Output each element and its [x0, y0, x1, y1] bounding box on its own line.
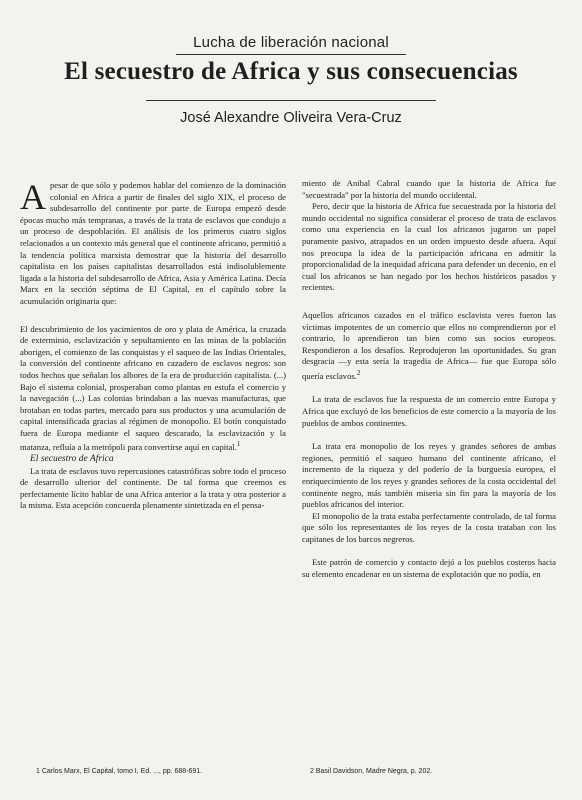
- quote-text: [20, 324, 286, 454]
- quote-body: El descubrimiento de los yacimientos de oro y plata de América, la cruzada de exterminio, esclavización y sepultamiento en las minas de la población aborigen, el comienzo de las conquistas y el saqueo de las Indias Orientales, la conversión del continente africano en cazadero de esclavos negros: son todos hechos que señalan los albores de la era de producción capitalista. (...) Bajo el sistema colonial, prosperaban como plantas en estufa el comercio y la navegación (...) Las colonias brindaban a las nuevas manufacturas, que brotaban en todas partes, mercado para sus productos y una acumulación de capital intensificada gracias al régimen de monopolio. El botín conquistado fuera de Europa mediante el saqueo descarado, la esclavización y la matanza, refluía a la metrópoli para convertirse aquí en capital.: [20, 323, 286, 453]
- right-paragraph-4: La trata era monopolio de los reyes y grandes señores de ambas regiones, permitió el saqueo humano del continente africano, el incremento de la riqueza y del poderío de la burguesía europea, el enriquecimiento de los reyes y grandes señores de la costa occidental del continente negro, más también miseria sin fin para la mayoría de los pueblos africanos del interior.: [302, 441, 556, 510]
- right-paragraph-2: Pero, decir que la historia de Africa fue secuestrada por la historia del mundo occidental no significa considerar el proceso de trata de esclavos como una experiencia en la cual los africanos jugaron un papel puramente pasivo, atrapados en un orden impuesto desde afuera. Aquí nos preocupa la idea de la participación africana en admitir la proporcionalidad de la inequidad africana para defender un decenio, en el cual los africanos se han negado por los hechos históricos pasados y recientes.: [302, 201, 556, 293]
- title-rule: [146, 100, 436, 101]
- drop-cap: A: [20, 177, 46, 217]
- left-column: [20, 177, 286, 512]
- section-kicker: Lucha de liberación nacional: [193, 34, 389, 51]
- footnote-left: 1 Carlos Marx, El Capital, tomo I, Ed. ..., pp. 688-691.: [36, 768, 203, 775]
- left-paragraph-1: [20, 177, 286, 308]
- right-column: [302, 178, 556, 581]
- left-paragraph-1-text: pesar de que sólo y podemos hablar del comienzo de la dominación colonial en Africa a partir de finales del siglo XIX, el proceso de subdesarrollo del continente por parte de Europa empezó desde épocas mucho más tempranas, a través de la trata de esclavos que condujo a un proceso de despoblación. El análisis de los primeros cuatro siglos relacionados a un contexto más general que el continente africano, permitió a la tendencia política marxista demostrar que la historia del desarrollo capitalista en los países capitalistas desarrollados está indisolublemente ligada a la historia del subdesarrollo de Africa, Asia y América Latina. Decía Marx en la sección séptima de El Capital, en el capítulo sobre la acumulación originaria que:: [20, 180, 286, 306]
- footnote-right: 2 Basil Davidson, Madre Negra, p. 202.: [310, 768, 433, 775]
- right-paragraph-3: La trata de esclavos fue la respuesta de un comercio entre Europa y Africa que excluyó de los beneficios de este comercio a la mayoría de los pueblos de ambos continentes.: [302, 394, 556, 428]
- right-paragraph-1: miento de Anibal Cabral cuando que la historia de Africa fue "secuestrada" por la historia del mundo occidental.: [302, 178, 556, 200]
- paragraph-gap: [302, 382, 556, 394]
- right-quote-footnote-marker: 2: [356, 368, 361, 377]
- kicker-rule: [176, 54, 406, 55]
- right-paragraph-5: El monopolio de la trata estaba perfectamente controlado, de tal forma que sólo los representantes de los reyes de la costa trataban con los capitanes de los barcos negreros.: [302, 510, 556, 544]
- article-title: El secuestro de Africa y sus consecuencias: [64, 58, 518, 85]
- quote-footnote-marker: 1: [236, 440, 241, 449]
- block-quote-davidson: [302, 310, 556, 382]
- paragraph-gap: [302, 545, 556, 557]
- author-name: José Alexandre Oliveira Vera-Cruz: [180, 110, 402, 126]
- block-quote-marx: [20, 324, 286, 454]
- section-heading: El secuestro de Africa: [30, 453, 114, 464]
- right-quote-text: [302, 310, 556, 382]
- left-paragraph-2: La trata de esclavos tuvo repercusiones catastróficas sobre todo el proceso de desarrollo ulterior del continente. De tal forma que creemos es perfectamente lícito hablar de una Africa anterior a la trata y otra posterior a la misma. Esta acepción concuerda plenamente sintetizada en el pensa-: [20, 465, 286, 511]
- right-quote-body: Aquellos africanos cazados en el tráfico esclavista veres fueron las víctimas impotentes de un comercio que ellos no comprendieron por el contrario, lo aprendieron tan bien como sus socios europeos. Respondieron a los desafíos. Reprodujeron las oportunidades. Su gran desgracia —y esta sería la tragedia de Africa— fue que Europa sólo quería esclavos.: [302, 309, 556, 381]
- right-paragraph-6: Este patrón de comercio y contacto dejó a los pueblos costeros hacia su elemento encadenar en un sistema de explotación que no podía, en: [302, 557, 556, 580]
- paragraph-gap: [302, 429, 556, 441]
